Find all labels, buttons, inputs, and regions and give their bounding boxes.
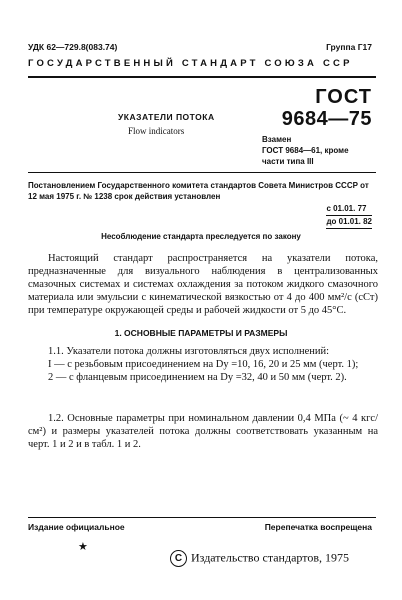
replacement-note bbox=[262, 134, 372, 167]
paragraph-1-2-text: 1.2. Основные параметры при номинальном давлении 0,4 МПа (~ 4 кгс/см²) и размеры указателей потока должны соответствовать указанным на черт. 1 и 2 и в табл. 1 и 2. bbox=[28, 413, 378, 450]
top-rule bbox=[28, 76, 376, 78]
edition-label: Издание официальное bbox=[28, 522, 125, 532]
copyright-line bbox=[170, 550, 349, 567]
title-english: Flow indicators bbox=[128, 126, 185, 136]
gost-number: 9684—75 bbox=[281, 108, 372, 130]
copyright-icon: C bbox=[170, 550, 187, 567]
intro-paragraph bbox=[28, 252, 378, 317]
replacement-line: Взамен bbox=[262, 135, 292, 144]
valid-to: до 01.01. 82 bbox=[326, 217, 372, 229]
state-standard-heading: ГОСУДАРСТВЕННЫЙ СТАНДАРТ СОЮЗА ССР bbox=[28, 58, 353, 69]
replacement-line: части типа III bbox=[262, 157, 314, 166]
paragraph-1-1-item-1: I — с резьбовым присоединением на Dу =10, 16, 20 и 25 мм (черт. 1); bbox=[48, 359, 359, 370]
replacement-line: ГОСТ 9684—61, кроме bbox=[262, 146, 349, 155]
paragraph-1-2 bbox=[28, 412, 378, 451]
reprint-notice: Перепечатка воспрещена bbox=[264, 522, 372, 532]
paragraph-1-1-lead: 1.1. Указатели потока должны изготовляться двух исполнений: bbox=[48, 346, 330, 357]
copyright-text: Издательство стандартов, 1975 bbox=[191, 550, 349, 565]
validity-dates bbox=[326, 204, 372, 230]
gost-label: ГОСТ bbox=[315, 86, 372, 108]
middle-rule bbox=[28, 172, 376, 173]
bottom-rule bbox=[28, 517, 376, 518]
udk-code: УДК 62—729.8(083.74) bbox=[28, 42, 118, 52]
intro-text: Настоящий стандарт распространяется на указатели потока, предназначенные для визуального наблюдения в централизованных смазочных системах и системах охлаждения за потоком жидкого смазочного материала или эмульсии с кинематической вязкостью от 4 до 400 мм²/с (сСт) при температуре окружающей среды и рабочей жидкости от 5 до 45°С. bbox=[28, 253, 378, 316]
violation-notice: Несоблюдение стандарта преследуется по закону bbox=[101, 232, 301, 241]
group-code: Группа Г17 bbox=[326, 42, 372, 52]
paragraph-1-1-item-2: 2 — с фланцевым присоединением на Dу =32, 40 и 50 мм (черт. 2). bbox=[48, 372, 347, 383]
section-heading: 1. ОСНОВНЫЕ ПАРАМЕТРЫ И РАЗМЕРЫ bbox=[114, 328, 288, 338]
star-icon: ★ bbox=[78, 541, 88, 553]
valid-from: с 01.01. 77 bbox=[326, 204, 372, 216]
decree-text: Постановлением Государственного комитета стандартов Совета Министров СССР от 12 мая 1975 г. № 1238 срок действия установлен bbox=[28, 181, 369, 201]
title-russian: УКАЗАТЕЛИ ПОТОКА bbox=[118, 112, 215, 122]
paragraph-1-1 bbox=[28, 345, 378, 384]
